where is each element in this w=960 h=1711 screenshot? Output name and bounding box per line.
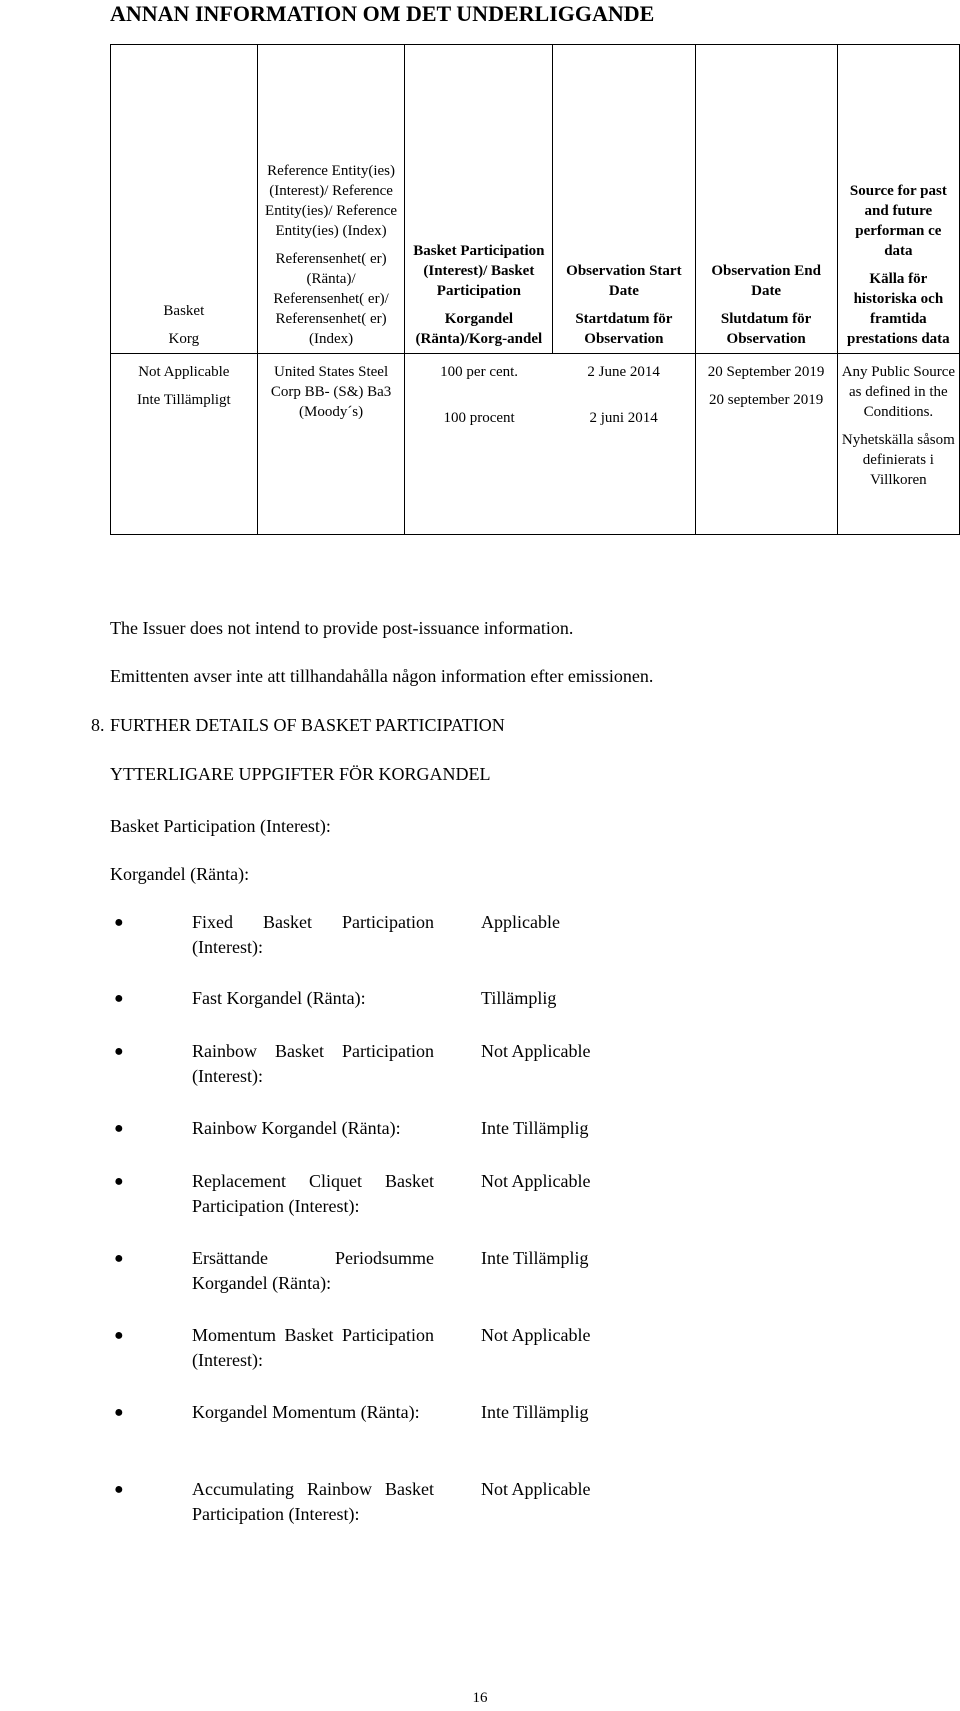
cell-observation-start-sv: 2 juni 2014 (589, 410, 658, 426)
bullet-icon: ● (114, 914, 124, 931)
header-reference-entity-sv: Referensenhet( er) (Ränta)/ Referensenhet( er)/ Referensenhet( er) (Index) (273, 251, 389, 347)
cell-observation-end-sv: 20 september 2019 (709, 392, 824, 408)
bullet-icon: ● (114, 1043, 124, 1060)
header-observation-start-en: Observation Start Date (566, 263, 682, 299)
header-observation-start-sv: Startdatum för Observation (575, 311, 673, 347)
cell-source-data-en: Any Public Source as defined in the Conditions. (841, 364, 956, 420)
header-basket-participation (405, 45, 553, 354)
post-issuance-en: The Issuer does not intend to provide post-issuance information. (110, 618, 574, 638)
list-item-value: Not Applicable (481, 1171, 591, 1191)
cell-reference-entity-en: United States Steel Corp BB- (S&) Ba3 (Moody´s) (270, 364, 392, 420)
cell-basket-en: Not Applicable (138, 364, 230, 380)
cell-basket-participation (405, 354, 553, 535)
header-basket-participation-sv: Korgandel (Ränta)/Korg-andel (415, 311, 543, 347)
list-item-label: Korgandel Momentum (Ränta): (192, 1402, 420, 1422)
list-item-value: Inte Tillämplig (481, 1118, 589, 1138)
list-item-label: Rainbow Basket Participation (Interest): (192, 1041, 434, 1086)
header-basket (111, 45, 258, 354)
section8-title-en: FURTHER DETAILS OF BASKET PARTICIPATION (110, 715, 505, 735)
section-title: ANNAN INFORMATION OM DET UNDERLIGGANDE (110, 1, 655, 26)
header-basket-en: Basket (163, 303, 205, 319)
list-item-label: Momentum Basket Participation (Interest): (192, 1325, 434, 1370)
table-row (111, 354, 960, 535)
cell-observation-end-en: 20 September 2019 (707, 364, 825, 380)
list-item-value: Applicable (481, 912, 560, 932)
bullet-icon: ● (114, 1481, 124, 1498)
list-item-value: Inte Tillämplig (481, 1402, 589, 1422)
table-header-row (111, 45, 960, 354)
list-item-label: Fast Korgandel (Ränta): (192, 988, 366, 1008)
list-item-value: Not Applicable (481, 1479, 591, 1499)
list-item-value: Inte Tillämplig (481, 1248, 589, 1268)
header-observation-start (553, 45, 695, 354)
list-item-label: Accumulating Rainbow Basket Participation (Interest): (192, 1479, 434, 1524)
cell-source-data (837, 354, 959, 535)
section8-title-sv: YTTERLIGARE UPPGIFTER FÖR KORGANDEL (110, 764, 491, 784)
list-item-label: Replacement Cliquet Basket Participation (Interest): (192, 1171, 434, 1216)
header-reference-entity-en: Reference Entity(ies) (Interest)/ Reference Entity(ies)/ Reference Entity(ies) (Index) (265, 163, 398, 239)
cell-basket-participation-en: 100 per cent. (440, 364, 519, 380)
list-item-value: Tillämplig (481, 988, 557, 1008)
list-item-label: Ersättande Periodsumme Korgandel (Ränta): (192, 1248, 434, 1293)
header-basket-sv: Korg (168, 331, 200, 347)
list-item-label: Fixed Basket Participation (Interest): (192, 912, 434, 957)
cell-basket-participation-sv: 100 procent (443, 410, 515, 426)
post-issuance-sv: Emittenten avser inte att tillhandahålla någon information efter emissionen. (110, 666, 654, 686)
header-observation-end-sv: Slutdatum för Observation (720, 311, 812, 347)
cell-basket (111, 354, 258, 535)
header-reference-entity (257, 45, 405, 354)
header-basket-participation-en: Basket Participation (Interest)/ Basket Participation (413, 243, 545, 299)
page-number: 16 (472, 1690, 488, 1706)
bullet-icon: ● (114, 1173, 124, 1190)
cell-basket-sv: Inte Tillämpligt (136, 392, 231, 408)
header-source-data (837, 45, 959, 354)
bullet-icon: ● (114, 1327, 124, 1344)
header-observation-end-en: Observation End Date (711, 263, 821, 299)
bullet-icon: ● (114, 1404, 124, 1421)
cell-observation-start (553, 354, 695, 535)
bullet-icon: ● (114, 1120, 124, 1137)
list-item-value: Not Applicable (481, 1325, 591, 1345)
header-source-data-sv: Källa för historiska och framtida prestations data (847, 271, 950, 347)
header-source-data-en: Source for past and future performan ce data (849, 183, 947, 259)
section8-sub-sv: Korgandel (Ränta): (110, 864, 250, 884)
underlying-table (110, 44, 960, 535)
list-item-label: Rainbow Korgandel (Ränta): (192, 1118, 401, 1138)
bullet-icon: ● (114, 990, 124, 1007)
header-observation-end (695, 45, 837, 354)
section-number: 8. (91, 715, 105, 735)
list-item-value: Not Applicable (481, 1041, 591, 1061)
cell-reference-entity (257, 354, 405, 535)
cell-observation-end (695, 354, 837, 535)
bullet-icon: ● (114, 1250, 124, 1267)
cell-source-data-sv: Nyhetskälla såsom definierats i Villkoren (841, 432, 955, 488)
cell-observation-start-en: 2 June 2014 (587, 364, 660, 380)
section8-sub-en: Basket Participation (Interest): (110, 816, 331, 836)
